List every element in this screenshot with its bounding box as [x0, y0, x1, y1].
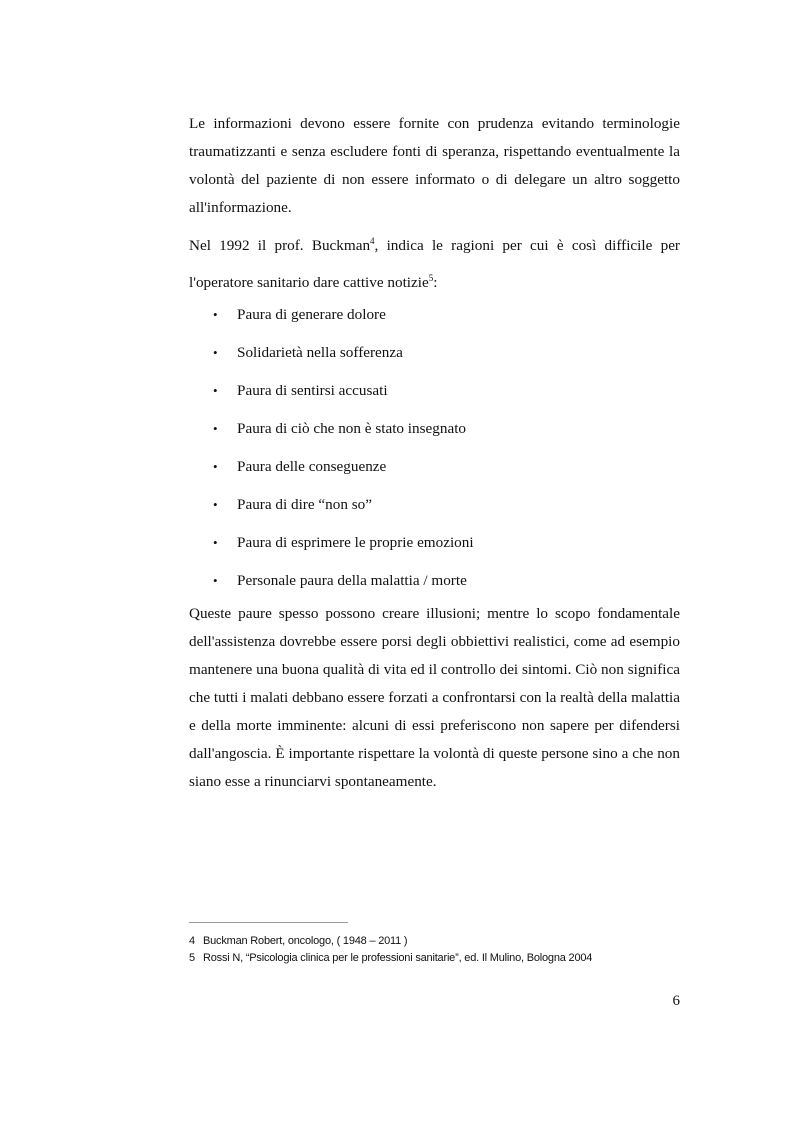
paragraph-buckman-intro — [189, 227, 680, 301]
footnote-ref-5[interactable]: 5 — [428, 272, 434, 283]
paragraph-text: , indica le ragioni per cui è così difficile per l'operatore sanitario dare cattive notizie — [189, 237, 680, 291]
footnote-number: 4 — [189, 935, 195, 947]
list-item-text: Paura di esprimere le proprie emozioni — [237, 534, 474, 551]
list-item — [189, 453, 680, 491]
paragraph-text: : — [433, 274, 438, 291]
list-item — [189, 415, 680, 453]
bullet-icon: • — [213, 459, 218, 474]
list-item — [189, 491, 680, 529]
footnote-ref-4[interactable]: 4 — [370, 235, 375, 246]
footnote-4 — [189, 933, 680, 950]
bullet-icon: • — [213, 573, 218, 588]
paragraph-illusions: Queste paure spesso possono creare illusioni; mentre lo scopo fondamentale dell'assistenza dovrebbe essere porsi degli obbiettivi realistici, come ad esempio mantenere una buona qualità di vita ed il controllo dei sintomi. Ciò non significa che tutti i malati debbano essere forzati a confrontarsi con la realtà della malattia e della morte imminente: alcuni di essi preferiscono non sapere per difendersi dall'angoscia. È importante rispettare la volontà di queste persone sino a che non siano esse a rinunciarvi spontaneamente. — [189, 605, 680, 790]
paragraph-text: Nel 1992 il prof. Buckman — [189, 237, 371, 254]
page-number: 6 — [672, 993, 680, 1009]
list-item-text: Solidarietà nella sofferenza — [237, 344, 403, 361]
footnote-number: 5 — [189, 952, 195, 964]
bullet-icon: • — [213, 307, 218, 322]
bullet-icon: • — [213, 421, 218, 436]
list-item-text: Paura di ciò che non è stato insegnato — [237, 420, 467, 437]
list-item-text: Paura di dire “non so” — [237, 496, 372, 513]
paragraph-information-guidelines: Le informazioni devono essere fornite con prudenza evitando terminologie traumatizzanti e senza escludere fonti di speranza, rispettando eventualmente la volontà del paziente di non essere informato o di delegare un altro soggetto all'informazione. — [189, 115, 680, 216]
list-item — [189, 377, 680, 415]
footnote-separator — [189, 922, 348, 923]
list-item-text: Paura di sentirsi accusati — [237, 382, 388, 399]
list-item — [189, 339, 680, 377]
bullet-icon: • — [213, 345, 218, 360]
bullet-icon: • — [213, 383, 218, 398]
bullet-icon: • — [213, 535, 218, 550]
footnote-text: Rossi N, “Psicologia clinica per le professioni sanitarie”, ed. Il Mulino, Bologna 2004 — [203, 952, 593, 964]
footnote-text: Buckman Robert, oncologo, ( 1948 – 2011 ) — [203, 935, 408, 947]
list-item-text: Personale paura della malattia / morte — [237, 572, 467, 589]
footnotes — [189, 933, 680, 967]
list-item-text: Paura di generare dolore — [237, 306, 386, 323]
list-item-text: Paura delle conseguenze — [237, 458, 387, 475]
footnote-5 — [189, 950, 680, 967]
bullet-icon: • — [213, 497, 218, 512]
list-item — [189, 301, 680, 339]
fears-list — [189, 301, 680, 605]
list-item — [189, 529, 680, 567]
